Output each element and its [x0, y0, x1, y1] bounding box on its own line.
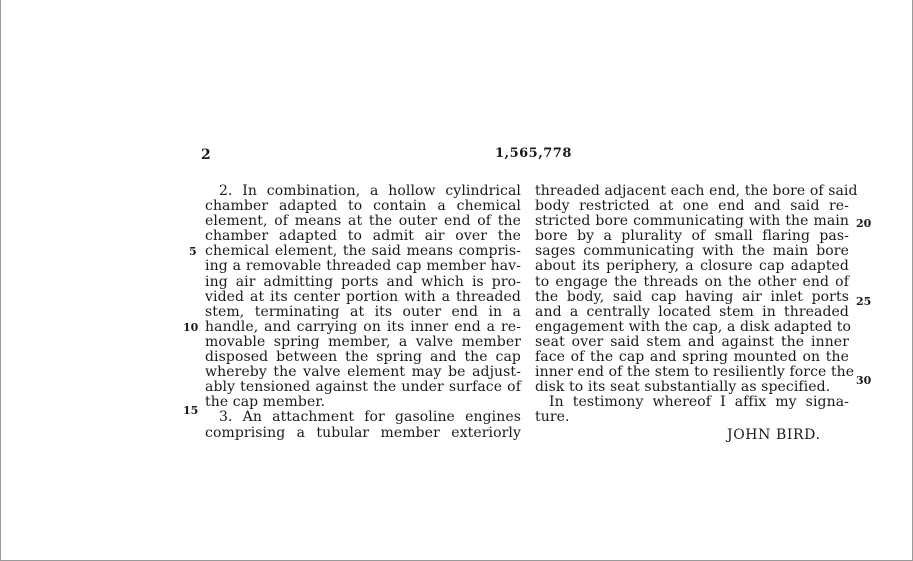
- text-line: movable spring member, a valve member: [205, 333, 521, 350]
- text-line: and a centrally located stem in threaded: [535, 303, 849, 320]
- line-number-20: 20: [856, 217, 872, 230]
- text-line: disk to its seat substantially as specified.: [535, 379, 831, 396]
- text-line: ing air admitting ports and which is pro-: [205, 273, 521, 290]
- left-text-column: [205, 184, 521, 441]
- text-line: ably tensioned against the under surface of: [205, 379, 521, 396]
- text-line: stricted bore communicating with the main: [535, 213, 849, 230]
- text-line: seat over said stem and against the inner: [535, 333, 849, 350]
- text-line: comprising a tubular member exteriorly: [205, 424, 521, 441]
- text-line: handle, and carrying on its inner end a re-: [205, 318, 521, 335]
- text-line: body restricted at one end and said re-: [535, 198, 849, 215]
- text-line: engagement with the cap, a disk adapted to: [535, 318, 852, 335]
- text-line: face of the cap and spring mounted on the: [535, 349, 849, 366]
- patent-number: 1,565,778: [495, 146, 572, 161]
- line-number-30: 30: [856, 374, 872, 387]
- text-line: 3. An attachment for gasoline engines: [219, 409, 521, 426]
- text-line: disposed between the spring and the cap: [205, 349, 521, 366]
- text-line: stem, terminating at its outer end in a: [205, 303, 521, 320]
- line-number-5: 5: [189, 245, 197, 258]
- page-number: 2: [201, 147, 212, 163]
- text-line: In testimony whereof I affix my signa-: [549, 394, 849, 411]
- text-line: the cap member.: [205, 394, 326, 411]
- line-number-15: 15: [183, 404, 199, 417]
- line-number-10: 10: [183, 321, 199, 334]
- text-line: threaded adjacent each end, the bore of said: [535, 183, 858, 199]
- text-line: whereby the valve element may be adjust-: [205, 364, 521, 381]
- text-line: to engage the threads on the other end of: [535, 273, 849, 290]
- text-line: about its periphery, a closure cap adapted: [535, 258, 849, 275]
- text-line: bore by a plurality of small flaring pas-: [535, 228, 849, 245]
- text-line: vided at its center portion with a threaded: [205, 288, 521, 305]
- text-line: chamber adapted to contain a chemical: [205, 198, 521, 215]
- text-line: element, of means at the outer end of the: [205, 213, 521, 230]
- text-line: ture.: [535, 409, 570, 426]
- line-number-25: 25: [856, 295, 872, 308]
- text-line: the body, said cap having air inlet ports: [535, 288, 849, 305]
- right-text-column: [535, 183, 858, 443]
- text-line: ing a removable threaded cap member hav-: [205, 258, 521, 275]
- text-line: chamber adapted to admit air over the: [205, 228, 521, 245]
- text-line: sages communicating with the main bore: [535, 243, 849, 260]
- text-line: inner end of the stem to resiliently force the: [535, 364, 855, 381]
- text-line: 2. In combination, a hollow cylindrical: [219, 183, 521, 199]
- signature: JOHN BIRD.: [727, 426, 821, 443]
- text-line: chemical element, the said means compris-: [205, 243, 521, 260]
